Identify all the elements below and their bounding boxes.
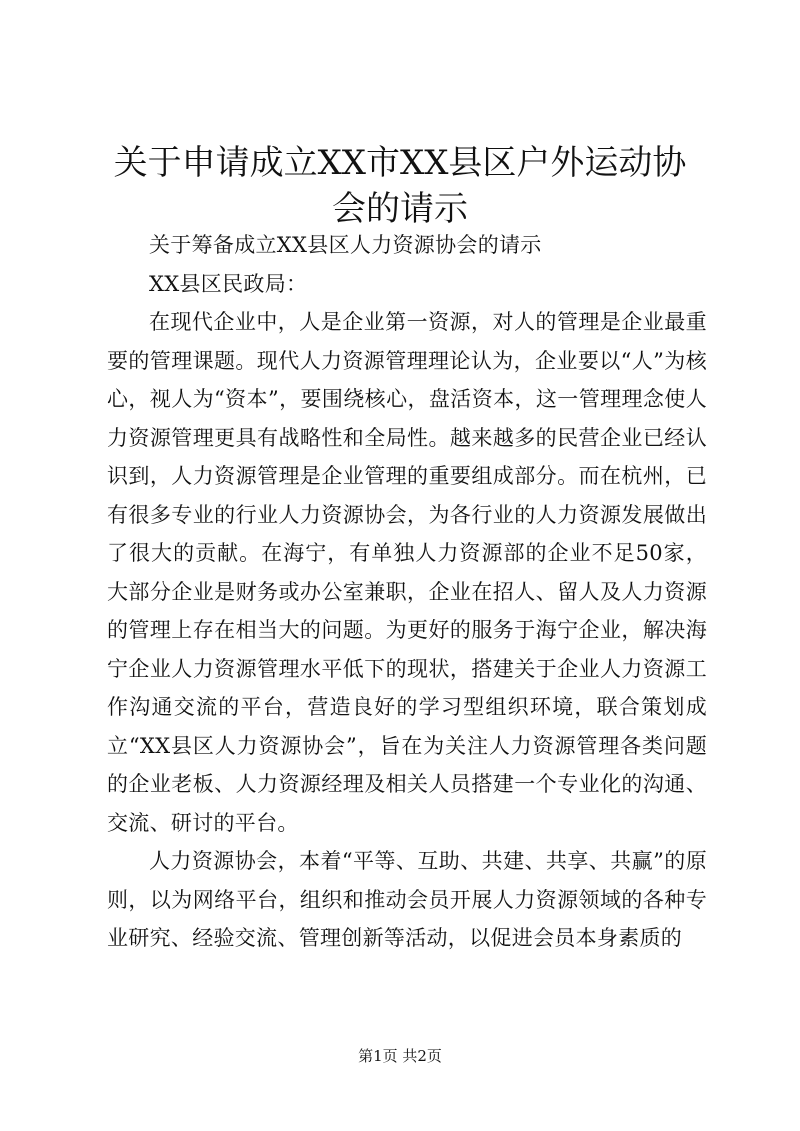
document-title: 关于申请成立XX市XX县区户外运动协会的请示 [113, 143, 687, 229]
addressee-line: XX县区民政局： [149, 271, 308, 296]
body-paragraph: 在现代企业中，人是企业第一资源，对人的管理是企业最重要的管理课题。现代人力资源管理理论认为，企业要以“人”为核心，视人为“资本”，要围绕核心，盘活资本，这一管理理念使人力资源管理更具有战略性和全局性。越来越多的民营企业已经认识到，人力资源管理是企业管理的重要组成部分。而在杭州，已有很多专业的行业人力资源协会，为各行业的人力资源发展做出了很大的贡献。在海宁，有单独人力资源部的企业不足50家，大部分企业是财务或办公室兼职，企业在招人、留人及人力资源的管理上存在相当大的问题。为更好的服务于海宁企业，解决海宁企业人力资源管理水平低下的现状，搭建关于企业人力资源工作沟通交流的平台，营造良好的学习型组织环境，联合策划成立“XX县区人力资源协会”，旨在为关注人力资源管理各类问题的企业老板、人力资源经理及相关人员搭建一个专业化的沟通、交流、研讨的平台。 [107, 310, 707, 835]
document-body [107, 226, 707, 958]
body-paragraph: 人力资源协会，本着“平等、互助、共建、共享、共赢”的原则，以为网络平台，组织和推动会员开展人力资源领域的各种专业研究、经验交流、管理创新等活动，以促进会员本身素质的 [107, 849, 707, 950]
page-footer: 第1页 共2页 [358, 1047, 442, 1065]
subtitle-line: 关于筹备成立XX县区人力资源协会的请示 [149, 233, 542, 257]
